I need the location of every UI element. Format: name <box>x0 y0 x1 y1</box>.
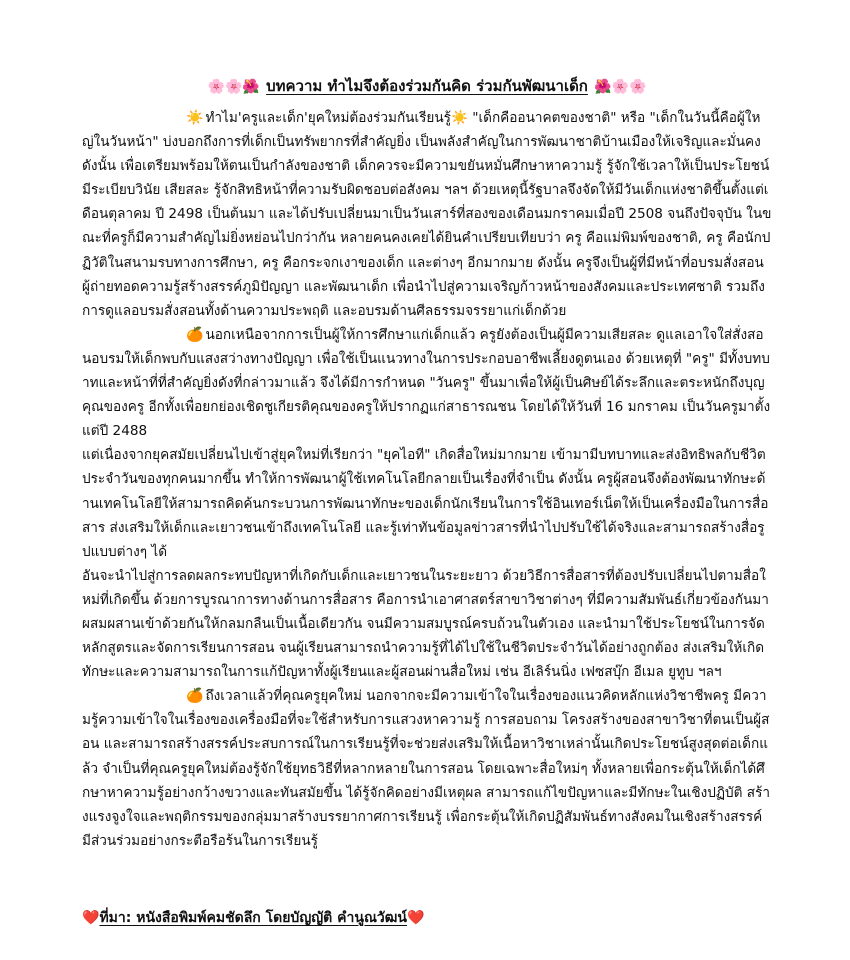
paragraph-2 <box>82 323 772 443</box>
paragraph-3 <box>82 443 772 563</box>
article-title <box>82 72 772 102</box>
paragraph-1-text: ทำไม'ครูและเด็ก'ยุคใหม่ต้องร่วมกันเรียนรู้☀️ "เด็กคืออนาคตของชาติ" หรือ "เด็กในวันนี้คือผู้ใหญ่ในวันหน้า" บ่งบอกถึงการที่เด็กเป็นทรัพยากรที่สำคัญยิ่ง เป็นพลังสำคัญในการพัฒนาชาติบ้านเมืองให้เจริญและมั่นคง ดังนั้น เพื่อเตรียมพร้อมให้ตนเป็นกำลังของชาติ เด็กควรจะมีความขยันหมั่นศึกษาหาความรู้ รู้จักใช้เวลาให้เป็นประโยชน์ มีระเบียบวินัย เสียสละ รู้จักสิทธิหน้าที่ความรับผิดชอบต่อสังคม ฯลฯ ด้วยเหตุนี้รัฐบาลจึงจัดให้มีวันเด็กแห่งชาติขึ้นตั้งแต่เดือนตุลาคม ปี 2498 เป็นต้นมา และได้ปรับเปลี่ยนมาเป็นวันเสาร์ที่สองของเดือนมกราคมเมื่อปี 2508 จนถึงปัจจุบัน ในขณะที่ครูก็มีความสำคัญไม่ยิ่งหย่อนไปกว่ากัน หลายคนคงเคยได้ยินคำเปรียบเทียบว่า ครู คือแม่พิมพ์ของชาติ, ครู คือนักปฏิวัติในสนามรบทางการศึกษา, ครู คือกระจกเงาของเด็ก และต่างๆ อีกมากมาย ดังนั้น ครูจึงเป็นผู้ที่มีหน้าที่อบรมสั่งสอน ผู้ถ่ายทอดความรู้สร้างสรรค์ภูมิปัญญา และพัฒนาเด็ก เพื่อนำไปสู่ความเจริญก้าวหน้าของสังคมและประเทศชาติ รวมถึงการดูแลอบรมสั่งสอนทั้งด้านความประพฤติ และอบรมด้านศีลธรรมจรรยาแก่เด็กด้วย <box>82 110 772 319</box>
paragraph-3-text: แต่เนื่องจากยุคสมัยเปลี่ยนไปเข้าสู่ยุคใหม่ที่เรียกว่า "ยุคไอที" เกิดสื่อใหม่มากมาย เข้ามามีบทบาทและส่งอิทธิพลกับชีวิตประจำวันของทุกคนมากขึ้น ทำให้การพัฒนาผู้ใช้เทคโนโลยีกลายเป็นเรื่องที่จำเป็น ดังนั้น ครูผู้สอนจึงต้องพัฒนาทักษะด้านเทคโนโลยีให้สามารถคิดค้นกระบวนการพัฒนาทักษะของเด็กนักเรียนในการใช้อินเทอร์เน็ตให้เป็นเครื่องมือในการสื่อสาร ส่งเสริมให้เด็กและเยาวชนเข้าถึงเทคโนโลยี และรู้เท่าทันข้อมูลข่าวสารที่นำไปปรับใช้ได้จริงและสามารถสร้างสื่อรูปแบบต่างๆ ได้ <box>82 447 769 560</box>
paragraph-4-text: อันจะนำไปสู่การลดผลกระทบปัญหาที่เกิดกับเด็กและเยาวชนในระยะยาว ด้วยวิธีการสื่อสารที่ต้องปรับเปลี่ยนไปตามสื่อใหม่ที่เกิดขึ้น ด้วยการบูรณาการทางด้านการสื่อสาร คือการนำเอาศาสตร์สาขาวิชาต่างๆ ที่มีความสัมพันธ์เกี่ยวข้องกันมาผสมผสานเข้าด้วยกันให้กลมกลืนเป็นเนื้อเดียวกัน จนมีความสมบูรณ์ครบถ้วนในตัวเอง และนำมาใช้ประโยชน์ในการจัดหลักสูตรและจัดการเรียนการสอน จนผู้เรียนสามารถนำความรู้ที่ได้ไปใช้ในชีวิตประจำวันได้อย่างถูกต้อง ส่งเสริมให้เกิดทักษะและความสามารถในการแก้ปัญหาทั้งผู้เรียนและผู้สอนผ่านสื่อใหม่ เช่น อีเลิร์นนิ่ง เฟซสบุ๊ก อีเมล ยูทูบ ฯลฯ <box>82 567 769 681</box>
flower-icon-right: 🌺🌸🌸 <box>594 79 647 95</box>
heart-icon-right: ❤️ <box>407 910 425 926</box>
paragraph-4 <box>82 564 772 684</box>
article-body <box>82 106 772 853</box>
title-text: บทความ ทำไมจึงต้องร่วมกันคิด ร่วมกันพัฒนาเด็ก <box>266 77 588 95</box>
orange-icon: 🍊 <box>186 688 204 705</box>
flower-icon-left: 🌸🌸🌺 <box>207 79 260 95</box>
orange-icon: 🍊 <box>186 326 204 343</box>
paragraph-5 <box>82 684 772 853</box>
paragraph-5-text: ถึงเวลาแล้วที่คุณครูยุคใหม่ นอกจากจะมีความเข้าใจในเรื่องของแนวคิดหลักแห่งวิชาชีพครู มีความรู้ความเข้าใจในเรื่องของเครื่องมือที่จะใช้สำหรับการแสวงหาความรู้ การสอบถาม โครงสร้างของสาขาวิชาที่ตนเป็นผู้สอน และสามารถสร้างสรรค์ประสบการณ์ในการเรียนรู้ที่จะช่วยส่งเสริมให้เนื้อหาวิชาเหล่านั้นเกิดประโยชน์สูงสุดต่อเด็กแล้ว จำเป็นที่คุณครูยุคใหม่ต้องรู้จักใช้ยุทธวิธีที่หลากหลายในการสอน โดยเฉพาะสื่อใหม่ๆ ทั้งหลายเพื่อกระตุ้นให้เด็กได้ศึกษาหาความรู้อย่างกว้างขวางและทันสมัยขึ้น ได้รู้จักคิดอย่างมีเหตุผล สามารถแก้ไขปัญหาและมีทักษะในเชิงปฏิบัติ สร้างแรงจูงใจและพฤติกรรมของกลุ่มมาสร้างบรรยากาศการเรียนรู้ เพื่อกระตุ้นให้เกิดปฏิสัมพันธ์ทางสังคมในเชิงสร้างสรรค์ มีส่วนร่วมอย่างกระตือรือร้นในการเรียนรู้ <box>82 688 771 849</box>
source-citation <box>82 906 424 930</box>
paragraph-1 <box>82 106 772 323</box>
source-text: ที่มา: หนังสือพิมพ์คมชัดลึก โดยบัญญัติ คำนูณวัฒน์ <box>99 910 408 926</box>
document-page <box>82 72 772 952</box>
sun-icon: ☀️ <box>186 110 204 126</box>
paragraph-2-text: นอกเหนือจากการเป็นผู้ให้การศึกษาแก่เด็กแล้ว ครูยังต้องเป็นผู้มีความเสียสละ ดูแลเอาใจใส่สั่งสอนอบรมให้เด็กพบกับแสงสว่างทางปัญญา เพื่อใช้เป็นแนวทางในการประกอบอาชีพเลี้ยงดูตนเอง ด้วยเหตุที่ "ครู" มีทั้งบทบาทและหน้าที่ที่สำคัญยิ่งดังที่กล่าวมาแล้ว จึงได้มีการกำหนด "วันครู" ขึ้นมาเพื่อให้ผู้เป็นศิษย์ได้ระลึกและตระหนักถึงบุญคุณของครู อีกทั้งเพื่อยกย่องเชิดชูเกียรติคุณของครูให้ปรากฏแก่สาธารณชน โดยได้ให้วันที่ 16 มกราคม เป็นวันครูมาตั้งแต่ปี 2488 <box>82 326 771 440</box>
heart-icon-left: ❤️ <box>82 910 100 926</box>
